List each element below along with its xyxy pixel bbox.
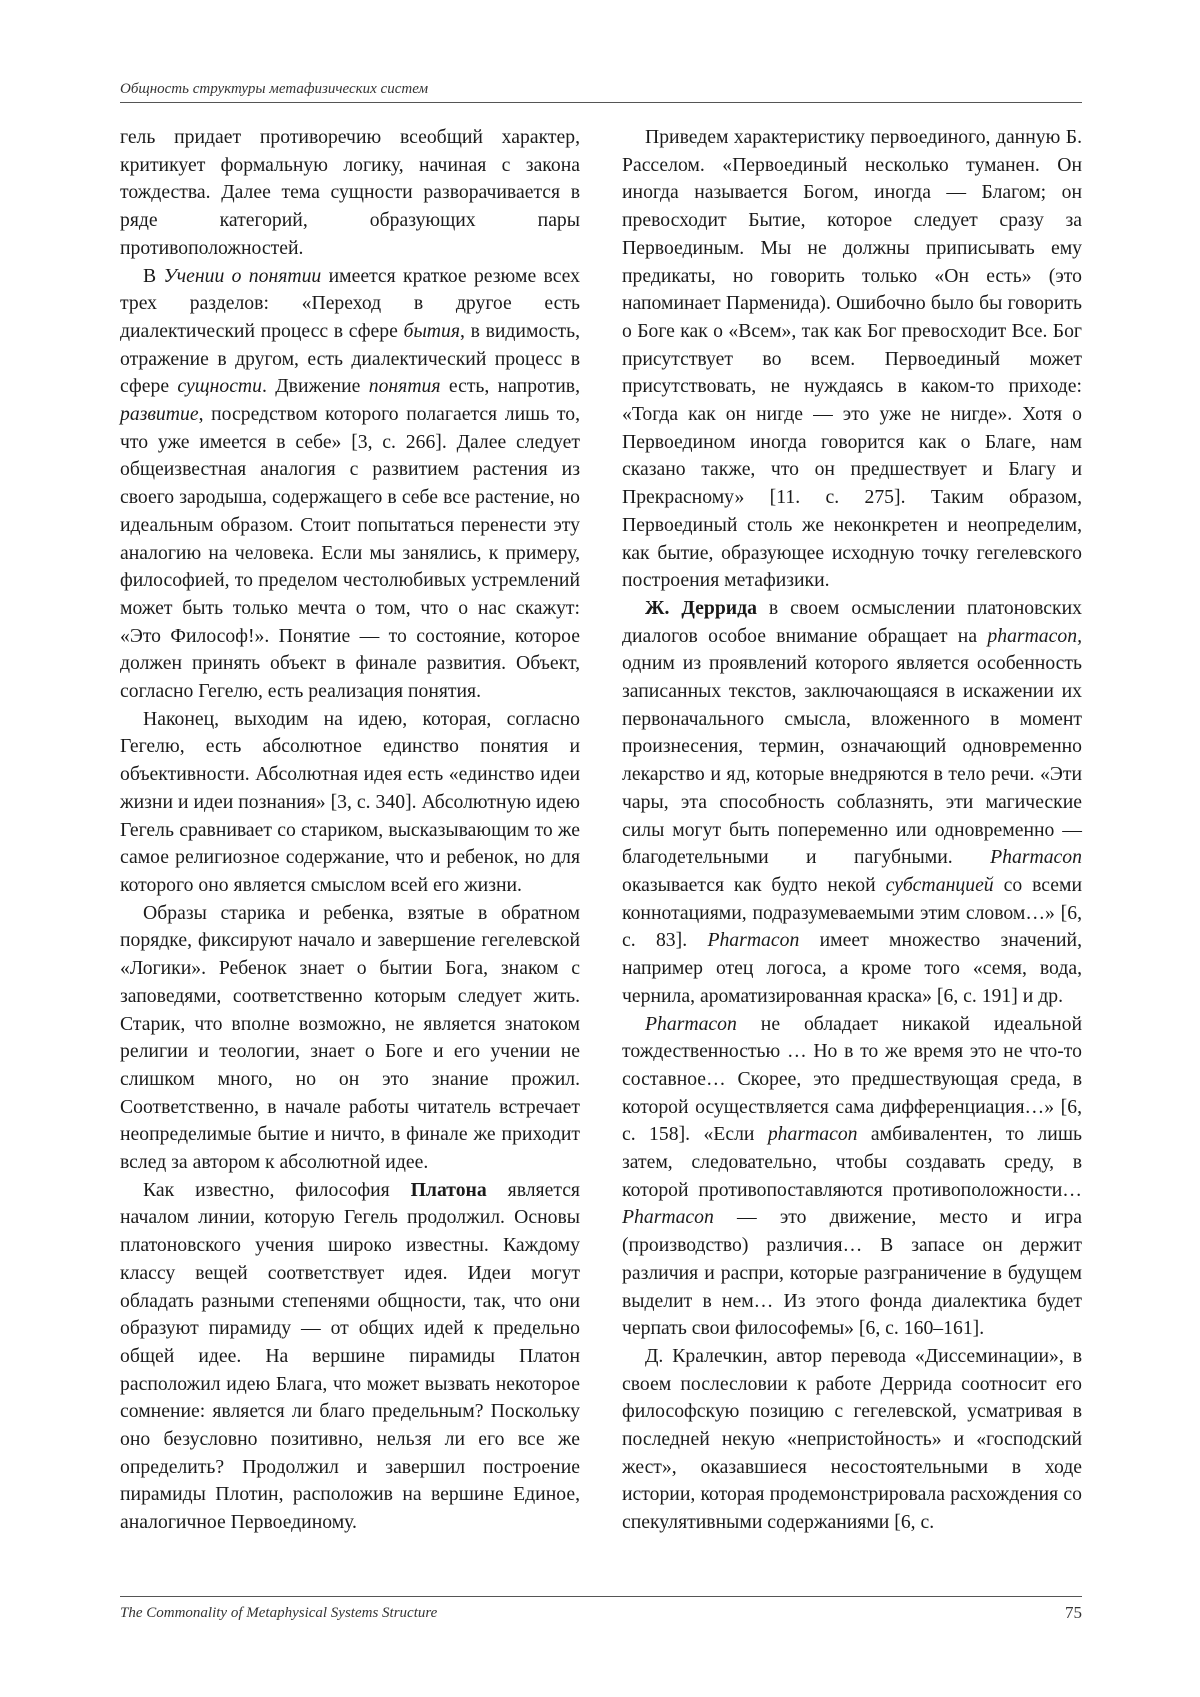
paragraph: Образы старика и ребенка, взятые в обратном порядке, фиксируют начало и завершение гегелевской «Логики». Ребенок знает о бытии Бога, знаком с заповедями, соответственно которым следует жить. Старик, что вполне возможно, не является знатоком религии и теологии, знает о Боге и его учении не слишком много, но он это знание прожил. Соответственно, в начале работы читатель встречает неопределимые бытие и ничто, в финале же приходит вслед за автором к абсолютной идее. bbox=[120, 901, 580, 1174]
paragraph: Наконец, выходим на идею, которая, согласно Гегелю, есть абсолютное единство понятия и объективности. Абсолютная идея есть «единство идеи жизни и идеи познания» [3, с. 340]. Абсолютную идею Гегель сравнивает со стариком, высказывающим то же самое религиозное содержание, что и ребенок, но для которого оно является смыслом всей его жизни. bbox=[120, 707, 580, 896]
right-column bbox=[622, 124, 1082, 1537]
paragraph: Приведем характеристику первоединого, данную Б. Расселом. «Первоединый несколько туманен. Он иногда называется Богом, иногда — Благом; он превосходит Бытие, которое следует сразу за Первоединым. Мы не должны приписывать ему предикаты, но говорить только «Он есть» (это напоминает Парменида). Ошибочно было бы говорить о Боге как о «Всем», так как Бог превосходит Все. Бог присутствует во всем. Первоединый может присутствовать, не нуждаясь в каком-то приходе: «Тогда как он нигде — это уже не нигде». Хотя о Первоедином иногда говорится как о Благе, нам сказано также, что он предшествует и Благу и Прекрасному» [11. с. 275]. Таким образом, Первоединый столь же неконкретен и неопределим, как бытие, образующее исходную точку гегелевского построения метафизики. bbox=[622, 126, 1082, 592]
page-number: 75 bbox=[1065, 1603, 1082, 1622]
running-footer bbox=[120, 1596, 1082, 1627]
paragraph: Ж. Деррида в своем осмыслении платоновских диалогов особое внимание обращает на pharmacon, одним из проявлений которого является особенность записанных текстов, заключающаяся в искажении их первоначального смысла, вложенного в момент произнесения, термин, означающий одновременно лекарство и яд, которые внедряются в тело речи. «Эти чары, эта способность соблазнять, эти магические силы могут быть попеременно или одновременно — благодетельными и пагубными. Pharmacon оказывается как будто некой субстанцией со всеми коннотациями, подразумеваемыми этим словом…» [6, с. 83]. Pharmacon имеет множество значений, например отец логоса, а кроме того «семя, вода, чернила, ароматизированная краска» [6, с. 191] и др. bbox=[622, 596, 1082, 1007]
footer-title: The Commonality of Metaphysical Systems Structure bbox=[120, 1605, 438, 1621]
paragraph: Д. Кралечкин, автор перевода «Диссеминации», в своем послесловии к работе Деррида соотносит его философскую позицию с гегелевской, усматривая в последней некую «непристойность» и «господский жест», оказавшиеся несостоятельными в ходе истории, которая продемонстрировала расхождения со спекулятивными содержаниями [6, с. bbox=[622, 1344, 1082, 1534]
paragraph: гель придает противоречию всеобщий характер, критикует формальную логику, начиная с закона тождества. Далее тема сущности разворачивается в ряде категорий, образующих пары противоположностей. bbox=[120, 126, 580, 259]
running-header bbox=[120, 80, 1082, 103]
paragraph: Как известно, философия Платона является началом линии, которую Гегель продолжил. Основы платоновского учения широко известны. Каждому классу вещей соответствует идея. Идеи могут обладать разными степенями общности, так, что они образуют пирамиду — от общих идей к предельно общей идее. На вершине пирамиды Платон расположил идею Блага, что может вызвать некоторое сомнение: является ли благо предельным? Поскольку оно безусловно позитивно, нельзя ли его все же определить? Продолжил и завершил построение пирамиды Плотин, расположив на вершине Единое, аналогичное Первоединому. bbox=[120, 1178, 580, 1534]
left-column bbox=[120, 124, 580, 1537]
paragraph: Pharmacon не обладает никакой идеальной тождественностью … Но в то же время это не что-то составное… Скорее, это предшествующая среда, в которой осуществляется сама дифференциация…» [6, с. 158]. «Если pharmacon амбивалентен, то лишь затем, следовательно, чтобы создавать среду, в которой противопоставляются противоположности… Pharmacon — это движение, место и игра (производство) различия… В запасе он держит различия и распри, которые разграничение в будущем выделит в нем… Из этого фонда диалектика будет черпать свои философемы» [6, с. 160–161]. bbox=[622, 1012, 1082, 1340]
paragraph: В Учении о понятии имеется краткое резюме всех трех разделов: «Переход в другое есть диалектический процесс в сфере бытия, в видимость, отражение в другом, есть диалектический процесс в сфере сущности. Движение понятия есть, напротив, развитие, посредством которого полагается лишь то, что уже имеется в себе» [3, с. 266]. Далее следует общеизвестная аналогия с развитием растения из своего зародыша, содержащего в себе все растение, но идеальным образом. Стоит попытаться перенести эту аналогию на человека. Если мы занялись, к примеру, философией, то пределом честолюбивых устремлений может быть только мечта о том, что о нас скажут: «Это Философ!». Понятие — то состояние, которое должен принять объект в финале развития. Объект, согласно Гегелю, есть реализация понятия. bbox=[120, 264, 581, 703]
running-title: Общность структуры метафизических систем bbox=[120, 81, 429, 97]
